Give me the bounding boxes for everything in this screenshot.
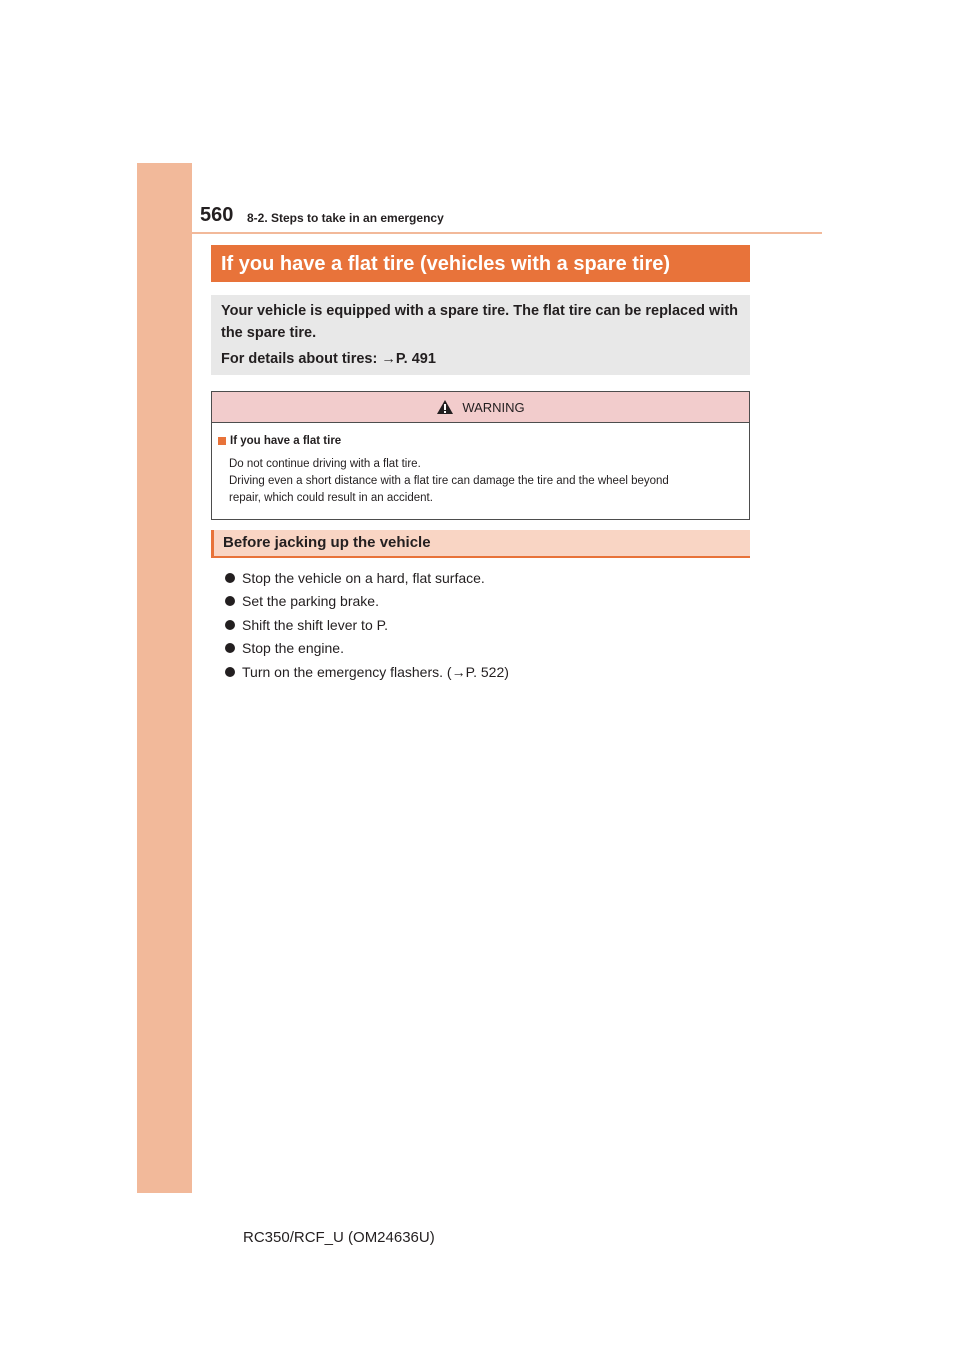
bullet-icon <box>225 573 235 583</box>
warning-triangle-icon <box>436 399 454 415</box>
warning-header <box>212 392 749 423</box>
sidebar-tab <box>137 163 192 1193</box>
warning-label: WARNING <box>462 399 525 415</box>
page-number: 560 <box>200 204 234 226</box>
bullet-icon <box>225 643 235 653</box>
step-text: Stop the vehicle on a hard, flat surface. <box>242 569 485 586</box>
bullet-icon <box>225 667 235 677</box>
step-text: Stop the engine. <box>242 640 344 657</box>
intro-box <box>211 295 750 375</box>
footer-model-code: RC350/RCF_U (OM24636U) <box>243 1229 435 1246</box>
warning-line: repair, which could result in an accident. <box>229 492 433 504</box>
step-text[interactable]: Turn on the emergency flashers. (→P. 522) <box>242 663 509 680</box>
section-title: 8-2. Steps to take in an emergency <box>247 211 444 225</box>
header-divider <box>192 232 822 234</box>
warning-heading-text: If you have a flat tire <box>230 435 342 447</box>
list-item <box>225 590 745 614</box>
step-text: Set the parking brake. <box>242 593 379 610</box>
bullet-icon <box>225 596 235 606</box>
intro-text-line-2: the spare tire. <box>221 325 317 341</box>
page-title: If you have a flat tire (vehicles with a spare tire) <box>211 245 750 282</box>
list-item <box>225 660 745 684</box>
warning-line: Driving even a short distance with a flat tire can damage the tire and the wheel beyond <box>229 475 669 487</box>
square-bullet-icon <box>218 437 226 445</box>
intro-reference-link[interactable]: For details about tires: →P. 491 <box>221 351 436 367</box>
step-text: Shift the shift lever to P. <box>242 616 389 633</box>
subheading: Before jacking up the vehicle <box>211 530 750 558</box>
warning-box <box>211 391 750 520</box>
intro-text-line-1: Your vehicle is equipped with a spare tire. The flat tire can be replaced with <box>221 303 739 319</box>
list-item <box>225 637 745 661</box>
warning-heading <box>218 435 341 447</box>
bullet-icon <box>225 620 235 630</box>
list-item <box>225 613 745 637</box>
warning-line: Do not continue driving with a flat tire. <box>229 458 421 470</box>
list-item <box>225 566 745 590</box>
steps-list <box>225 566 745 684</box>
warning-text <box>229 456 744 507</box>
